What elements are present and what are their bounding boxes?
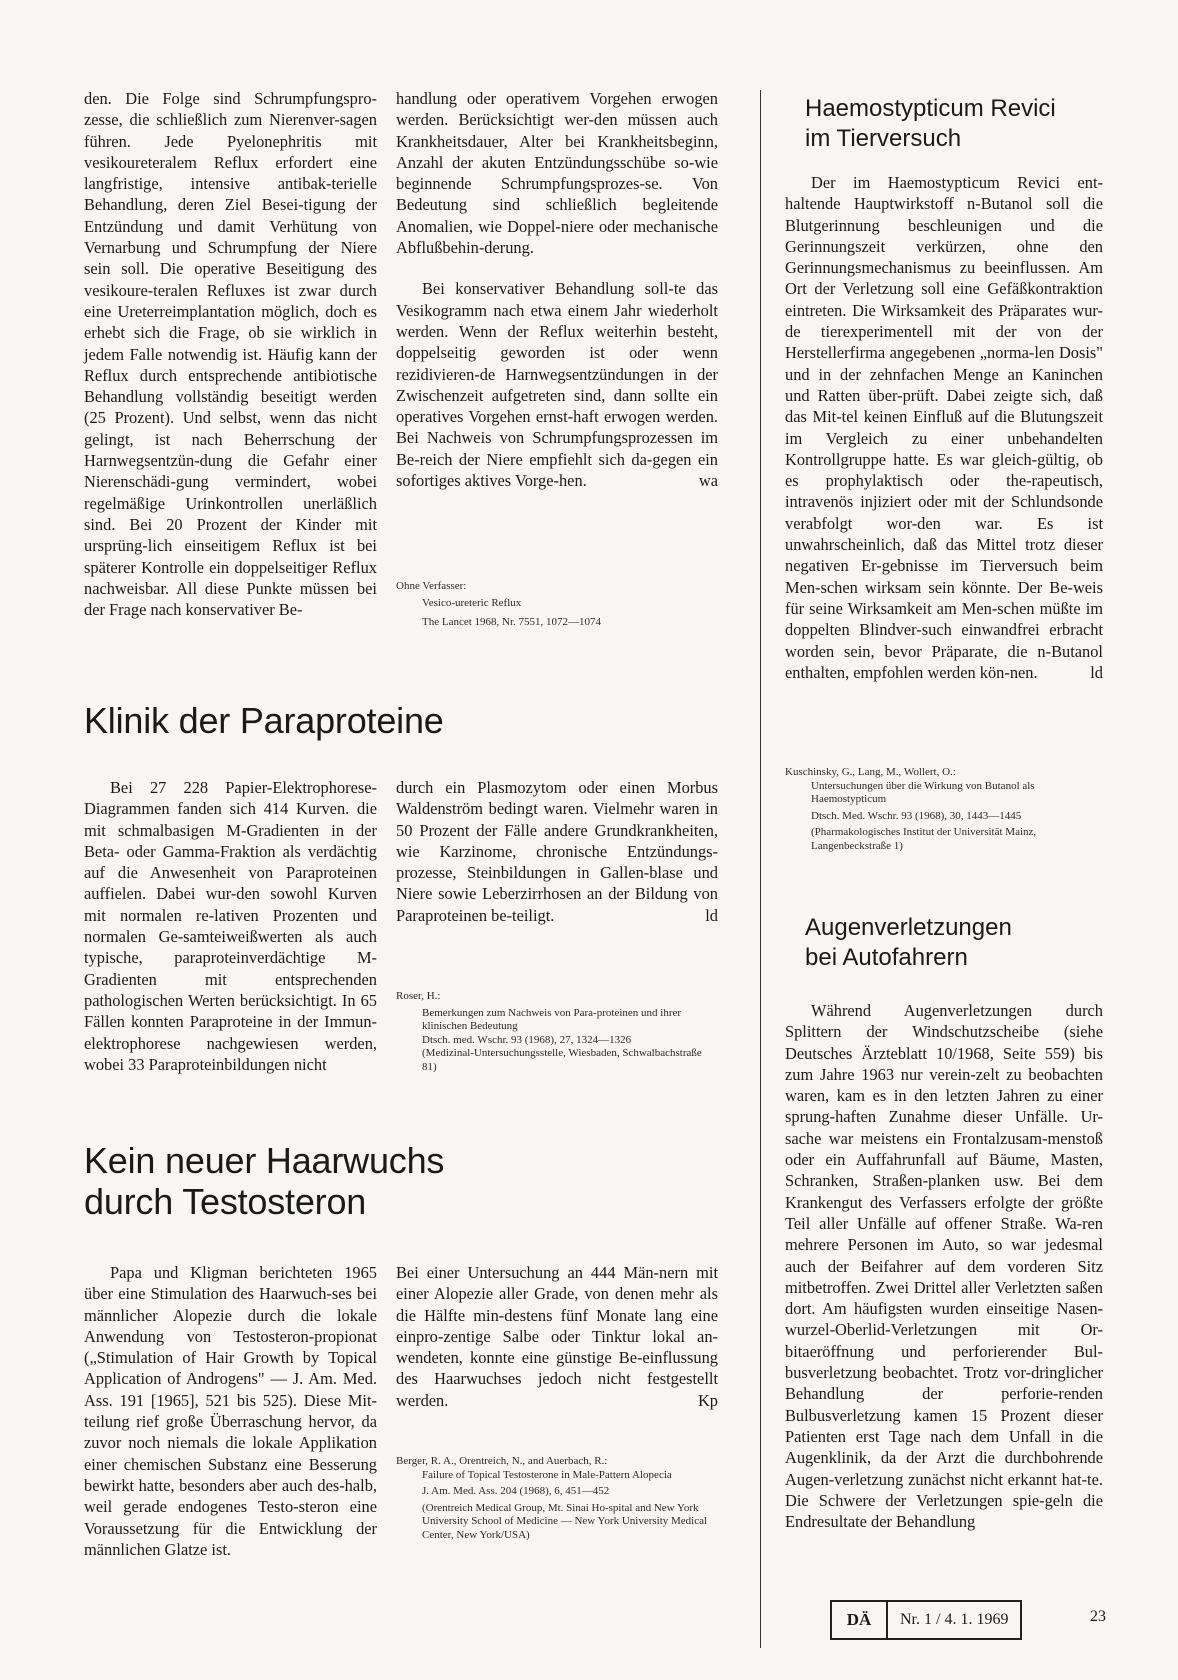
article-heading-block — [84, 1140, 704, 1222]
reference-title: Untersuchungen über die Wirkung von Butanol als Haemostypticum — [811, 779, 1035, 805]
article-heading-line2: im Tierversuch — [805, 125, 962, 152]
issue-number: Nr. 1 / 4. 1. 1969 — [900, 1611, 1009, 1628]
author-initials: ld — [1090, 663, 1103, 683]
column-divider — [760, 90, 761, 1648]
article-heading-block — [805, 913, 1105, 973]
reference-source: Dtsch. Med. Wschr. 93 (1968), 30, 1443—1445 — [811, 809, 1022, 822]
col2-continued-text — [396, 88, 718, 491]
reference-haemostypticum — [785, 766, 1103, 853]
paragraph: handlung oder operativem Vorgehen erwogen werden. Berücksichtigt wer-den müssen auch Krankheitsdauer, Alter bei Krankheitsbeginn, Anzahl der akuten Entzündungsschübe so-wie beginnende Schrumpfungsprozes-se. Von Bedeutung sind schließlich begleitende Anomalien, wie Doppel-niere oder mechanische Abflußbehin-derung. — [396, 89, 718, 258]
author-initials: wa — [698, 471, 718, 491]
augenverletzungen-body — [785, 1000, 1103, 1532]
reference-author: Kuschinsky, G., Lang, M., Wollert, O.: — [785, 766, 956, 778]
paragraph: den. Die Folge sind Schrumpfungspro-zesse, die schließlich zum Nierenver-sagen führen. Jede Pyelonephritis mit vesikoureteralem Reflux erfordert eine langfristige, intensive antibak-terielle Behandlung, deren Ziel Besei-tigung der Entzündung und damit Verhütung von Vernarbung und Schrumpfung der Niere sein soll. Die operative Beseitigung des vesikoure-teralen Refluxes ist zwar durch eine Ureterreimplantation möglich, doch es erhebt sich die Frage, ob sie wirklich in jedem Falle notwendig ist. Häufig kann der Reflux durch entsprechende antibiotische Behandlung vollständig beseitigt werden (25 Prozent). Und selbst, wenn das nicht gelingt, ist nach Beherrschung der Harnwegsentzün-dung die Gefahr einer Nierenschädi-gung vermindert, wobei regelmäßige Urinkontrollen unerläßlich sind. Bei 20 Prozent der Kinder mit ursprüng-lich einseitigem Reflux ist bei späterer Kontrolle ein doppelseitiger Reflux nachweisbar. All diese Punkte müssen bei der Frage nach konservativer Be- — [84, 89, 377, 620]
author-initials: ld — [705, 906, 718, 926]
paraproteine-col2 — [396, 777, 718, 926]
reference-source: J. Am. Med. Ass. 204 (1968), 6, 451—452 — [422, 1485, 610, 1497]
col1-continued-text — [84, 88, 377, 620]
haarwuchs-col1 — [84, 1262, 377, 1560]
article-heading-line1: Haemostypticum Revici — [805, 95, 1056, 122]
reference-vesico — [396, 580, 718, 630]
haemostypticum-body — [785, 172, 1103, 683]
page-number: 23 — [1090, 1608, 1106, 1625]
reference-institution: (Pharmakologisches Institut der Universität Mainz, Langenbeckstraße 1) — [811, 826, 1037, 852]
article-heading-line2: durch Testosteron — [84, 1181, 367, 1222]
reference-source: Dtsch. med. Wschr. 93 (1968), 27, 1324—1326 — [422, 1033, 632, 1046]
article-heading-line1: Kein neuer Haarwuchs — [84, 1140, 445, 1181]
reference-source: The Lancet 1968, Nr. 7551, 1072—1074 — [422, 616, 602, 628]
paragraph: Bei 27 228 Papier-Elektrophorese-Diagrammen fanden sich 414 Kurven. die mit schmalbasigen M-Gradienten in der Beta- oder Gamma-Fraktion als verdächtig auf die Anwesenheit von Paraproteinen auffielen. Dabei wur-den sowohl Kurven mit normalen re-lativen Prozenten und normalen Ge-samteiweißwerten als auch typische, paraproteinverdächtige M-Gradienten mit entsprechenden pathologischen Werten berücksichtigt. In 65 Fällen konnten Paraproteine in der Immun-elektrophorese nachgewiesen werden, wobei 33 Paraproteinbildungen nicht — [84, 778, 377, 1074]
reference-title: Bemerkungen zum Nachweis von Para-proteinen und ihrer klinischen Bedeutung — [422, 1006, 682, 1032]
paraproteine-col1 — [84, 777, 377, 1075]
journal-logo: DÄ — [832, 1602, 888, 1638]
reference-haarwuchs — [396, 1455, 718, 1542]
article-heading-block — [805, 94, 1105, 154]
haarwuchs-col2 — [396, 1262, 718, 1411]
reference-author: Berger, R. A., Orentreich, N., and Auerbach, R.: — [396, 1455, 608, 1467]
reference-author: Roser, H.: — [396, 990, 441, 1002]
article-heading-line1: Augenverletzungen — [805, 914, 1012, 941]
article-heading: Klinik der Paraproteine — [84, 700, 444, 741]
issue-footer — [830, 1600, 1022, 1640]
paragraph: Während Augenverletzungen durch Splittern der Windschutzscheibe (siehe Deutsches Ärzteblatt 10/1968, Seite 559) bis zum Jahre 1963 nur verein-zelt zu beobachten waren, kam es in den letzten Jahren zu einer sprung-haften Zunahme dieser Unfälle. Ur-sache war meistens ein Frontalzusam-menstoß oder ein Auffahrunfall auf Bäume, Masten, Schranken, Straßen-planken usw. Bei dem Krankengut des Verfassers erfolgte der größte Teil aller Unfälle auf offener Straße. Wa-ren mehrere Personen im Auto, so war jedesmal auch der Beifahrer auf dem vorderen Sitz mitbetroffen. Zwei Drittel aller Verletzten saßen dort. Am häufigsten wurden einseitige Nasen-wurzel-Oberlid-Verletzungen mit Or-bitaeröffnung und perforierender Bul-busverletzung beobachtet. Trotz vor-dringlicher Behandlung der perforie-renden Bulbusverletzung kamen 15 Prozent dieser Patienten erst Tage nach dem Unfall in die Augenklinik, da der Arzt die durchbohrende Augen-verletzung zunächst nicht erkannt hat-te. Die Schwere der Verletzungen spie-geln die Endresultate der Behandlung — [785, 1001, 1103, 1532]
article-heading-line2: bei Autofahrern — [805, 944, 968, 971]
reference-title: Vesico-ureteric Reflux — [422, 596, 522, 609]
paragraph: Bei konservativer Behandlung soll-te das Vesikogramm nach etwa einem Jahr wiederholt werden. Wenn der Reflux weiterhin besteht, doppelseitig geworden ist oder wenn rezidivieren-de Harnwegsentzündungen in der Zwischenzeit aufgetreten sind, dann sollte ein operatives Vorgehen ernst-haft erwogen werden. Bei Nachweis von Schrumpfungsprozessen im Be-reich der Niere empfiehlt sich da-gegen ein sofortiges aktives Vorge-hen. — [396, 279, 718, 491]
paragraph: Papa und Kligman berichteten 1965 über eine Stimulation des Haarwuch-ses bei männlicher Alopezie durch die lokale Anwendung von Testosteron-propionat („Stimulation of Hair Growth by Topical Application of Androgens" — J. Am. Med. Ass. 191 [1965], 521 bis 525). Diese Mit-teilung rief große Überraschung hervor, da zuvor noch niemals die lokale Applikation einer chemischen Substanz eine Besserung bewirkt hatte, besonders aber auch des-halb, weil gerade endogenes Testo-steron eine Voraussetzung für die Entwicklung der männlichen Glatze ist. — [84, 1263, 377, 1559]
reference-institution: (Orentreich Medical Group, Mt. Sinai Ho-spital and New York University School of Medicine — New York University Medical Center, New York/USA) — [422, 1501, 708, 1541]
reference-institution: (Medizinal-Untersuchungsstelle, Wiesbaden, Schwalbachstraße 81) — [422, 1047, 702, 1073]
paragraph: Der im Haemostypticum Revici ent-haltende Hauptwirkstoff n-Butanol soll die Blutgerinnung beschleunigen und die Gerinnungszeit verkürzen, ohne den Gerinnungsmechanismus zu beeinflussen. Am Ort der Verletzung soll eine Gefäßkontraktion eintreten. Die Wirksamkeit des Präparates wur-de tierexperimentell mit der von der Herstellerfirma angegebenen „norma-len Dosis" und in der zehnfachen Menge an Kaninchen und Ratten über-prüft. Dabei zeigte sich, daß das Mit-tel keinen Einfluß auf die Blutungszeit im Vergleich zu einer unbehandelten Kontrollgruppe hatte. Es war gleich-gültig, ob es prophylaktisch oder the-rapeutisch, intravenös injiziert oder mit der Schlundsonde verabfolgt wor-den war. Es ist unwahrscheinlich, daß das Mittel trotz dieser negativen Er-gebnisse im Tierversuch beim Men-schen wirksam sein könnte. Der Be-weis für seine Wirksamkeit am Men-schen müßte im doppelten Blindver-such einwandfrei erbracht worden sein, bevor Präparate, die n-Butanol enthalten, empfohlen werden kön-nen. — [785, 173, 1103, 682]
reference-author: Ohne Verfasser: — [396, 580, 467, 592]
author-initials: Kp — [697, 1391, 718, 1411]
paragraph: durch ein Plasmozytom oder einen Morbus Waldenström bedingt waren. Vielmehr waren in 50 Prozent der Fälle andere Grundkrankheiten, wie Karzinome, chronische Entzündungs-prozesse, Steinbildungen in Gallen-blase und Niere sowie Leberzirrhosen an der Bildung von Paraproteinen be-teiligt. — [396, 778, 718, 925]
reference-title: Failure of Topical Testosterone in Male-Pattern Alopecia — [422, 1468, 672, 1481]
reference-paraproteine — [396, 990, 718, 1074]
paragraph: Bei einer Untersuchung an 444 Män-nern mit einer Alopezie aller Grade, von denen mehr als die Hälfte min-destens fünf Monate lang eine einpro-zentige Salbe oder Tinktur lokal an-wendeten, konnte eine günstige Be-einflussung des Haarwuchses jedoch nicht festgestellt werden. — [396, 1263, 718, 1410]
